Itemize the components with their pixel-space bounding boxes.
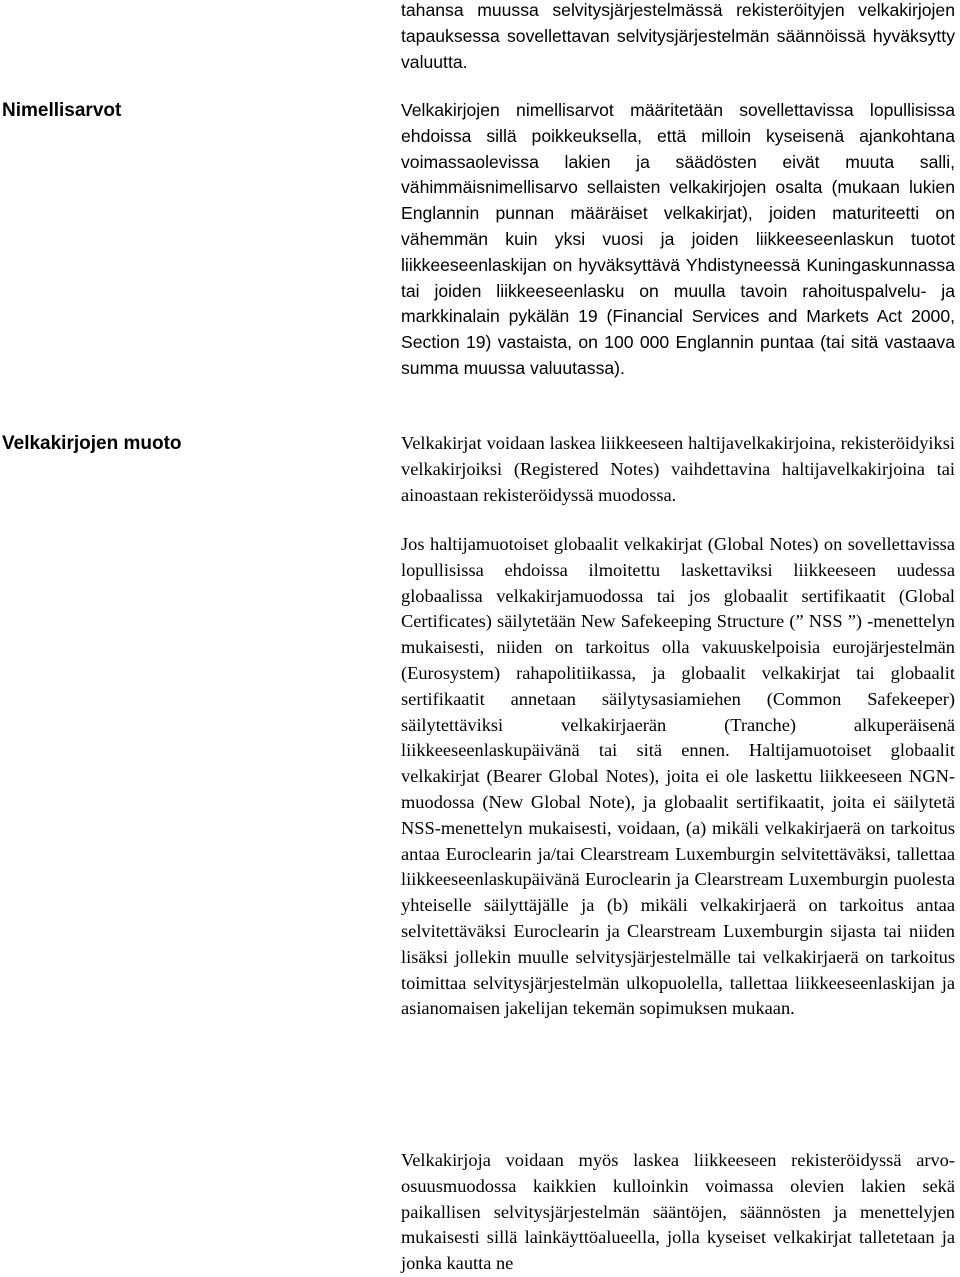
- nimellisarvot-paragraph: Velkakirjojen nimellisarvot määritetään sovellettavissa lopullisissa ehdoissa sillä poikkeuksella, että milloin kyseisenä ajankohtana voimassaolevissa lakien ja säädösten eivät muuta salli, vähimmäisnimellisarvo sellaisten velkakirjojen osalta (mukaan lukien Englannin punnan määräiset velkakirjat), joiden maturiteetti on vähemmän kuin yksi vuosi ja joiden liikkeeseenlaskun tuotot liikkeeseenlaskijan on hyväksyttävä Yhdistyneessä Kuningaskunnassa tai joiden liikkeeseenlasku on muulla tavoin rahoituspalvelu- ja markkinalain pykälän 19 (Financial Services and Markets Act 2000, Section 19) vastaista, on 100 000 Englannin puntaa (tai sitä vastaava summa muussa valuutassa).: [401, 100, 955, 378]
- muoto-paragraph-1: Velkakirjat voidaan laskea liikkeeseen haltijavelkakirjoina, rekisteröidyiksi velkakirjoiksi (Registered Notes) vaihdettavina haltijavelkakirjoina tai ainoastaan rekisteröidyssä muodossa.: [401, 433, 955, 505]
- muoto-paragraph-3: Velkakirjoja voidaan myös laskea liikkeeseen rekisteröidyssä arvo-osuusmuodossa kaikkien kulloinkin voimassa olevien lakien sekä paikallisen selvitysjärjestelmän sääntöjen, säännösten ja menettelyjen mukaisesti sillä lainkäyttöalueella, jolla kyseiset velkakirjat talletetaan ja jonka kautta ne: [401, 1150, 955, 1274]
- continuation-paragraph: tahansa muussa selvitysjärjestelmässä rekisteröityjen velkakirjojen tapauksessa sovellettavan selvitysjärjestelmän säännöissä hyväksytty valuutta.: [401, 0, 955, 72]
- section-label-nimellisarvot: Nimellisarvot: [2, 100, 122, 121]
- section-label-velkakirjojen-muoto: Velkakirjojen muoto: [2, 433, 182, 454]
- muoto-paragraph-2: Jos haltijamuotoiset globaalit velkakirjat (Global Notes) on sovellettavissa lopullisissa ehdoissa ilmoitettu laskettaviksi liikkeeseen uudessa globaalissa velkakirjamuodossa tai jos globaalit sertifikaatit (Global Certificates) säilytetään New Safekeeping Structure (” NSS ”) -menettelyn mukaisesti, niiden on tarkoitus olla vakuuskelpoisia eurojärjestelmän (Eurosystem) rahapolitiikassa, ja globaalit velkakirjat tai globaalit sertifikaatit annetaan säilytysasiamiehen (Common Safekeeper) säilytettäviksi velkakirjaerän (Tranche) alkuperäisenä liikkeeseenlaskupäivänä tai sitä ennen. Haltijamuotoiset globaalit velkakirjat (Bearer Global Notes), joita ei ole laskettu liikkeeseen NGN-muodossa (New Global Note), ja globaalit sertifikaatit, joita ei säilytetä NSS-menettelyn mukaisesti, voidaan, (a) mikäli velkakirjaerä on tarkoitus antaa Euroclearin ja/tai Clearstream Luxemburgin selvitettäväksi, tallettaa liikkeeseenlaskupäivänä Euroclearin ja Clearstream Luxemburgin puolesta yhteiselle säilyttäjälle ja (b) mikäli velkakirjaerä on tarkoitus antaa selvitettäväksi Euroclearin ja Clearstream Luxemburgin sijasta tai niiden lisäksi jollekin muulle selvitysjärjestelmälle tai velkakirjaerä on tarkoitus toimittaa selvitysjärjestelmän ulkopuolella, tallettaa liikkeeseenlaskijan ja asianomaisen jakelijan tekemän sopimuksen mukaan.: [401, 534, 955, 1019]
